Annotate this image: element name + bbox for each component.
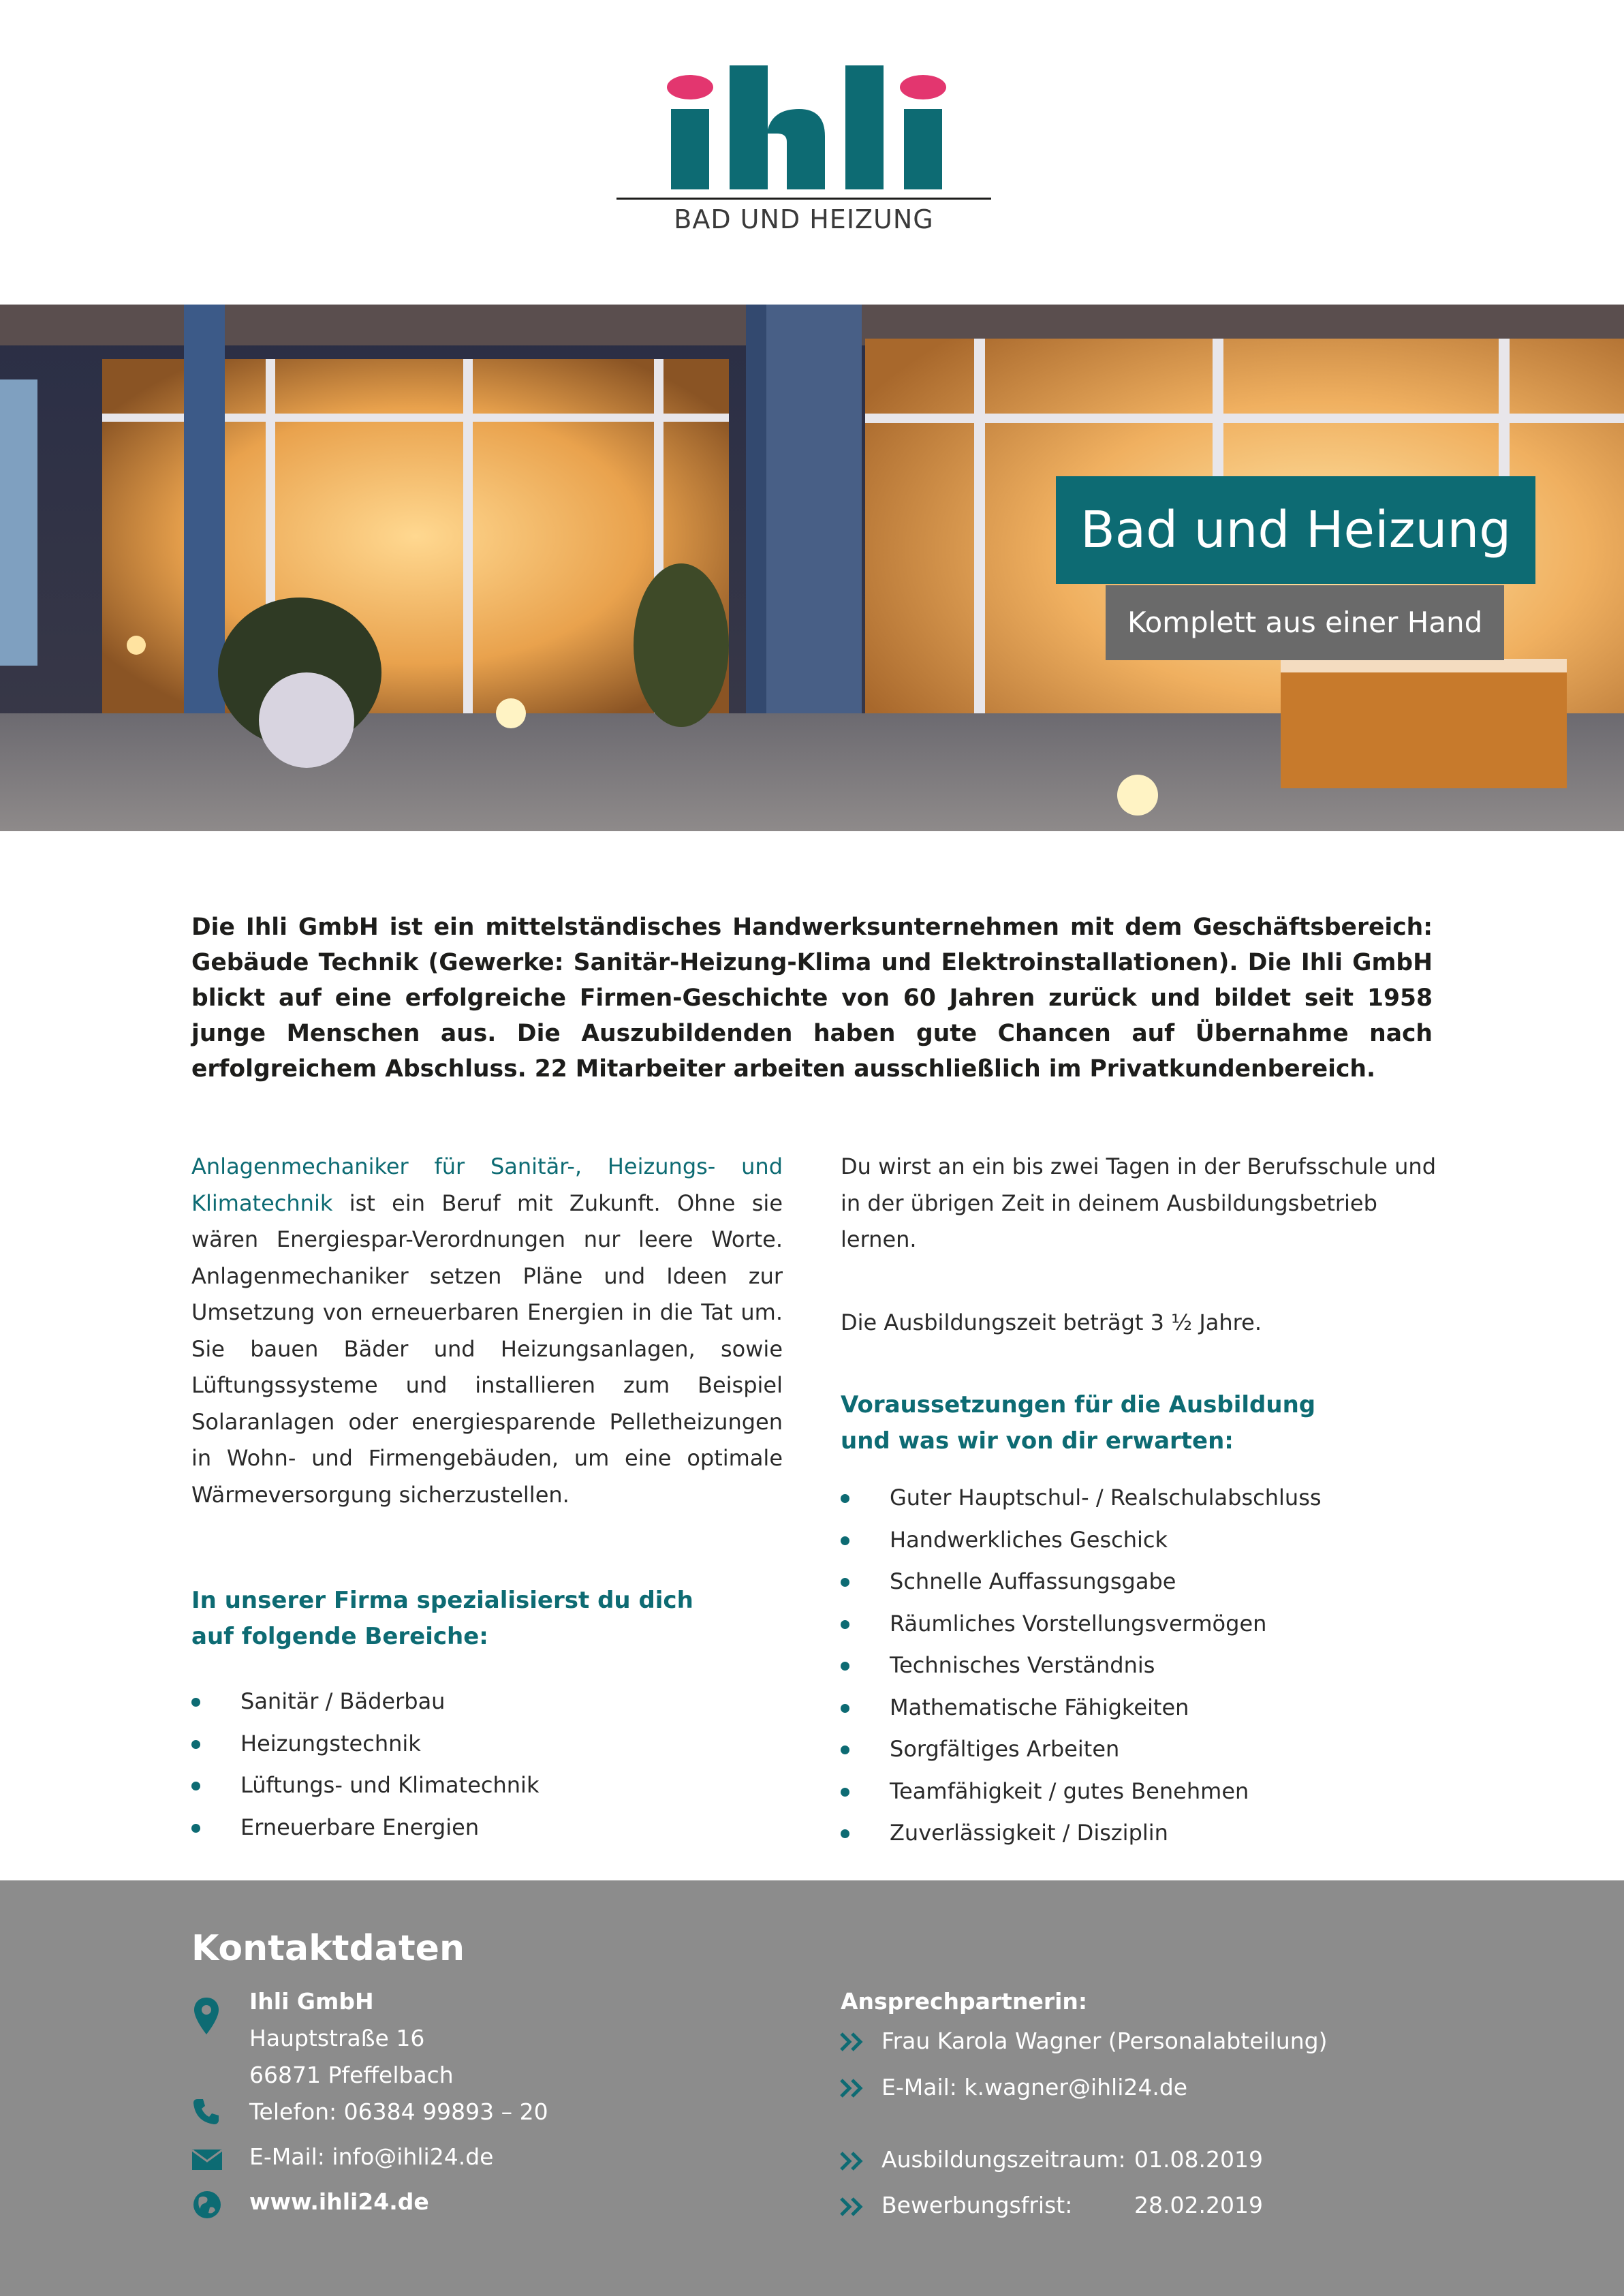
hero-subtitle: Komplett aus einer Hand — [1106, 585, 1504, 660]
list-item: Teamfähigkeit / gutes Benehmen — [841, 1771, 1440, 1813]
areas-heading-line1: In unserer Firma spezialisierst du dich — [191, 1587, 693, 1614]
list-item: Lüftungs- und Klimatechnik — [191, 1765, 783, 1807]
partner-name: Frau Karola Wagner (Personalabteilung) — [881, 2028, 1328, 2054]
hero-title: Bad und Heizung — [1056, 476, 1535, 584]
bullet-icon — [841, 1620, 849, 1629]
company-name: Ihli GmbH — [249, 1988, 374, 2015]
globe-icon — [192, 2190, 222, 2220]
chevron-double-right-icon — [839, 2078, 866, 2098]
logo-wordmark — [616, 61, 991, 198]
school-text: Du wirst an ein bis zwei Tagen in der Berufsschule und in der übrigen Zeit in deinem Ausbildungsbetrieb lernen. — [841, 1153, 1437, 1252]
list-item: Handwerkliches Geschick — [841, 1519, 1440, 1562]
training-period-label: Ausbildungszeitraum: — [881, 2146, 1126, 2173]
intro-paragraph: Die Ihli GmbH ist ein mittelständisches Handwerksunternehmen mit dem Geschäftsbereich: Gebäude Technik (Gewerke: Sanitär-Heizung-Klima und Elektroinstallationen). Die Ihli GmbH blickt auf eine erfolgreiche Firmen-Geschichte von 60 Jahren zurück und bildet seit 1958 junge Menschen aus. Die Auszubildenden haben gute Chancen auf Übernahme nach erfolgreichem Abschluss. 22 Mitarbeiter arbeiten ausschließlich im Privatkundenbereich. — [191, 914, 1433, 1083]
contact-title: Kontaktdaten — [191, 1928, 465, 1969]
duration-text: Die Ausbildungszeit beträgt 3 ½ Jahre. — [841, 1309, 1262, 1335]
bullet-icon — [191, 1782, 200, 1790]
chevron-double-right-icon — [839, 2151, 866, 2171]
mail-icon — [191, 2149, 223, 2171]
bullet-icon — [841, 1704, 849, 1713]
contact-footer — [0, 1880, 1624, 2296]
bullet-icon — [191, 1740, 200, 1749]
company-website[interactable]: www.ihli24.de — [249, 2188, 429, 2215]
areas-list — [191, 1681, 783, 1848]
list-item: Heizungstechnik — [191, 1723, 783, 1765]
bullet-icon — [841, 1494, 849, 1503]
areas-heading-line2: auf folgende Bereiche: — [191, 1623, 488, 1650]
phone-icon — [192, 2097, 221, 2126]
logo-subtitle: BAD UND HEIZUNG — [674, 204, 934, 234]
company-email[interactable]: E-Mail: info@ihli24.de — [249, 2143, 494, 2170]
list-item: Räumliches Vorstellungsvermögen — [841, 1603, 1440, 1645]
chevron-double-right-icon — [839, 2032, 866, 2052]
list-item: Sanitär / Bäderbau — [191, 1681, 783, 1723]
job-description — [191, 1149, 783, 1513]
list-item: Guter Hauptschul- / Realschulabschluss — [841, 1477, 1440, 1519]
training-period-value: 01.08.2019 — [1134, 2146, 1263, 2173]
bullet-icon — [841, 1746, 849, 1754]
bullet-icon — [841, 1536, 849, 1545]
list-item: Mathematische Fähigkeiten — [841, 1687, 1440, 1729]
requirements-heading-line2: und was wir von dir erwarten: — [841, 1427, 1234, 1455]
requirements-heading-line1: Voraussetzungen für die Ausbildung — [841, 1391, 1316, 1418]
job-title: Anlagenmechaniker für Sanitär-, Heizungs- und Klimatechnik — [191, 1153, 783, 1216]
company-street: Hauptstraße 16 — [249, 2025, 425, 2051]
bullet-icon — [841, 1829, 849, 1838]
bullet-icon — [841, 1662, 849, 1671]
company-logo — [616, 61, 991, 245]
list-item: Sorgfältiges Arbeiten — [841, 1728, 1440, 1771]
map-pin-icon — [193, 1996, 220, 2036]
chevron-double-right-icon — [839, 2197, 866, 2217]
partner-label: Ansprechpartnerin: — [841, 1988, 1088, 2015]
bullet-icon — [841, 1578, 849, 1587]
right-column — [841, 1149, 1440, 1855]
company-phone: Telefon: 06384 99893 – 20 — [249, 2098, 548, 2125]
bullet-icon — [841, 1788, 849, 1797]
list-item: Erneuerbare Energien — [191, 1807, 783, 1849]
hero-banner — [0, 305, 1624, 831]
job-text: ist ein Beruf mit Zukunft. Ohne sie wären Energiespar-Verordnungen nur leere Worte. Anlagenmechaniker setzen Pläne und Ideen zur Umsetzung von erneuerbaren Energien in die Tat um. Sie bauen Bäder und Heizungsanlagen, sowie Lüftungssysteme und installieren zum Beispiel Solaranlagen oder energiesparende Pelletheizungen in Wohn- und Firmengebäuden, um eine optimale Wärmeversorgung sicherzustellen. — [191, 1190, 783, 1508]
deadline-value: 28.02.2019 — [1134, 2192, 1263, 2218]
logo-underline — [616, 198, 991, 200]
bullet-icon — [191, 1698, 200, 1707]
left-column — [191, 1149, 783, 1848]
list-item: Schnelle Auffassungsgabe — [841, 1561, 1440, 1603]
deadline-label: Bewerbungsfrist: — [881, 2192, 1073, 2218]
bullet-icon — [191, 1824, 200, 1833]
list-item: Technisches Verständnis — [841, 1645, 1440, 1687]
requirements-list — [841, 1477, 1440, 1855]
partner-email[interactable]: E-Mail: k.wagner@ihli24.de — [881, 2074, 1188, 2100]
list-item: Zuverlässigkeit / Disziplin — [841, 1812, 1440, 1855]
company-city: 66871 Pfeffelbach — [249, 2062, 454, 2088]
